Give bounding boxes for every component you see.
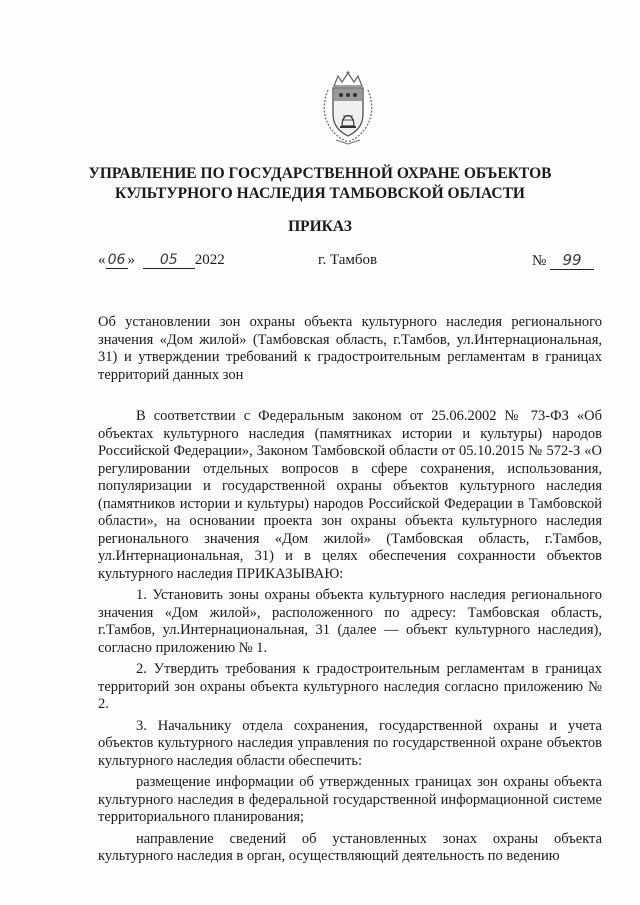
- body-paragraph: 3. Начальнику отдела сохранения, государственной охраны и учета объектов культурного наследия управления по государственной охране объектов культурного наследия области обеспечить:: [98, 717, 602, 769]
- organization-name-line-2: КУЛЬТУРНОГО НАСЛЕДИЯ ТАМБОВСКОЙ ОБЛАСТИ: [115, 185, 525, 202]
- order-body: [98, 408, 602, 870]
- body-paragraph: размещение информации об утвержденных границах зон охраны объекта культурного наследия в федеральной государственной информационной системе территориального планирования;: [98, 774, 602, 825]
- date-year: 2022: [194, 252, 225, 268]
- order-subject: Об установлении зон охраны объекта культурного наследия регионального значения «Дом жилой» (Тамбовская область, г.Тамбов, ул.Интернациональная, 31) и утверждении требований к градостроительным регламентам в границах территорий данных зон: [98, 314, 602, 383]
- organization-name-line-1: УПРАВЛЕНИЕ ПО ГОСУДАРСТВЕННОЙ ОХРАНЕ ОБЪЕКТОВ: [88, 165, 552, 182]
- body-paragraph: 2. Утвердить требования к градостроительным регламентам в границах территорий зон охраны объекта культурного наследия согласно приложению № 2.: [98, 661, 602, 712]
- document-type-title: ПРИКАЗ: [288, 218, 352, 235]
- order-date: [98, 252, 225, 269]
- coat-of-arms-emblem: [320, 70, 376, 146]
- body-paragraph: направление сведений об установленных зонах охраны объекта культурного наследия в орган, осуществляющий деятельность по ведению: [98, 830, 602, 864]
- number-sign: №: [532, 253, 547, 269]
- number-value: 99: [562, 251, 582, 269]
- body-paragraph: В соответствии с Федеральным законом от 25.06.2002 № 73-ФЗ «Об объектах культурного наследия (памятниках истории и культуры) народов Российской Федерации», Законом Тамбовской области от 05.10.2015 № 572-З «О регулировании отдельных вопросов в сфере сохранения, использования, популяризации и государственной охраны объектов культурного наследия (памятников истории и культуры) народов Российской Федерации в Тамбовской области», на основании проекта зон охраны объекта культурного наследия регионального значения «Дом жилой» (Тамбовская область, г.Тамбов, ул.Интернациональная, 31) и в целях обеспечения сохранности объектов культурного наследия ПРИКАЗЫВАЮ:: [98, 408, 602, 582]
- organization-name: [60, 164, 580, 204]
- body-paragraph: 1. Установить зоны охраны объекта культурного наследия регионального значения «Дом жилой», расположенного по адресу: Тамбовская область, г.Тамбов, ул.Интернациональная, 31 (далее — объект культурного наследия), согласно приложению № 1.: [98, 587, 602, 656]
- date-day: 06: [107, 252, 126, 268]
- date-month: 05: [159, 252, 178, 268]
- date-close-quote: »: [127, 252, 135, 268]
- date-open-quote: «: [98, 252, 106, 268]
- order-number: [532, 252, 594, 270]
- city-name: г. Тамбов: [318, 252, 378, 268]
